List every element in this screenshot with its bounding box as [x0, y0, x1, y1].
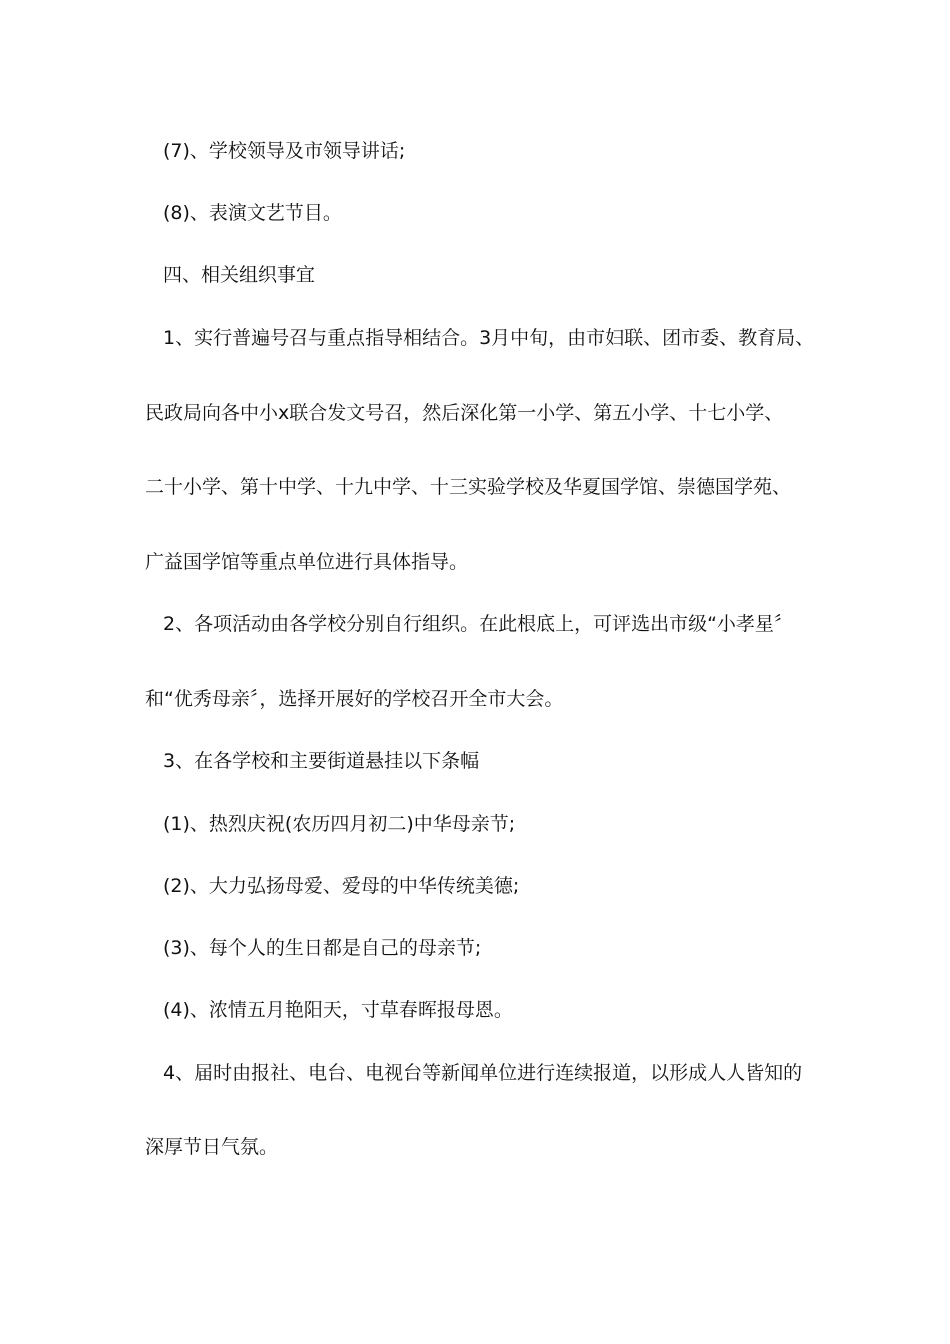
paragraph-1-line-3: 二十小学、第十中学、十九中学、十三实验学校及华夏国学馆、崇德国学苑、 — [145, 476, 792, 498]
banner-item-3: (3)、每个人的生日都是自己的母亲节; — [163, 937, 482, 959]
text-line-item-8: (8)、表演文艺节目。 — [163, 202, 342, 224]
paragraph-4-line-2: 深厚节日气氛。 — [145, 1136, 279, 1158]
section-heading: 四、相关组织事宜 — [163, 264, 316, 286]
paragraph-2-line-2: 和“优秀母亲〞，选择开展好的学校召开全市大会。 — [145, 688, 564, 710]
paragraph-2-line-1: 2、各项活动由各学校分别自行组织。在此根底上，可评选出市级“小孝星〞 — [163, 613, 793, 635]
paragraph-1-line-4: 广益国学馆等重点单位进行具体指导。 — [145, 551, 469, 573]
banner-item-2: (2)、大力弘扬母爱、爱母的中华传统美德; — [163, 875, 520, 897]
paragraph-1-line-2: 民政局向各中小x联合发文号召，然后深化第一小学、第五小学、十七小学、 — [145, 402, 784, 424]
paragraph-3-line-1: 3、在各学校和主要街道悬挂以下条幅 — [163, 750, 480, 772]
paragraph-4-line-1: 4、届时由报社、电台、电视台等新闻单位进行连续报道，以形成人人皆知的 — [163, 1062, 803, 1084]
paragraph-1-line-1: 1、实行普遍号召与重点指导相结合。3月中旬，由市妇联、团市委、教育局、 — [163, 327, 815, 349]
text-line-item-7: (7)、学校领导及市领导讲话; — [163, 140, 406, 162]
banner-item-4: (4)、浓情五月艳阳天，寸草春晖报母恩。 — [163, 999, 513, 1021]
banner-item-1: (1)、热烈庆祝(农历四月初二)中华母亲节; — [163, 813, 516, 835]
